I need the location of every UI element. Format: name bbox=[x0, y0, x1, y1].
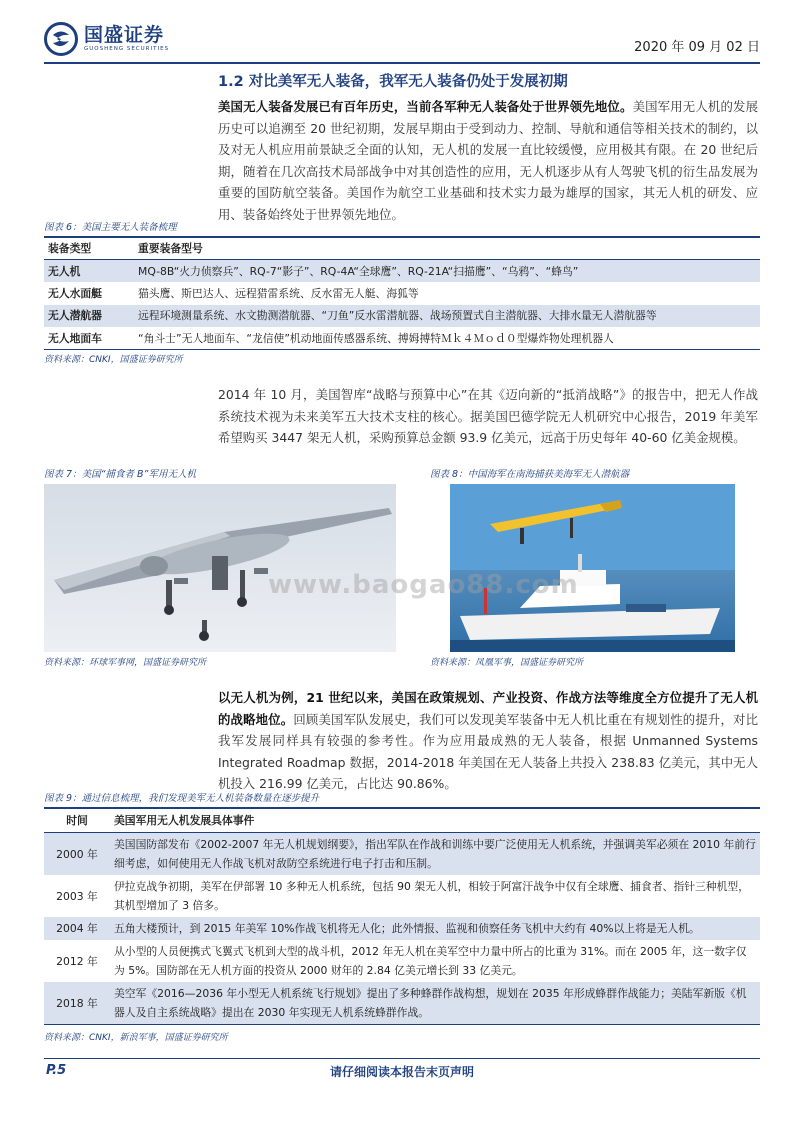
report-date: 2020 年 09 月 02 日 bbox=[634, 40, 760, 55]
table-cell-type: 无人潜航器 bbox=[48, 309, 102, 323]
table-cell-type: 无人地面车 bbox=[48, 331, 102, 345]
table-header-row bbox=[44, 808, 760, 833]
underwater-drone-ship-image bbox=[450, 484, 735, 652]
table-header-models: 重要装备型号 bbox=[138, 237, 760, 260]
table-cell-year: 2003 年 bbox=[56, 889, 98, 903]
table-cell-year: 2018 年 bbox=[56, 996, 98, 1010]
logo-text: 国盛证券 bbox=[84, 24, 165, 46]
us-drone-timeline-table bbox=[44, 807, 760, 1025]
table-cell-models: MQ-8B“火力侦察兵”、RQ-7“影子”、RQ-4A“全球鹰”、RQ-21A“扫描鹰”、“乌鸦”、“蜂鸟” bbox=[138, 264, 579, 278]
table-header-year: 时间 bbox=[44, 808, 110, 833]
logo-subtext: GUOSHENG SECURITIES bbox=[84, 46, 170, 52]
table-row bbox=[44, 833, 760, 876]
figure-7-caption: 图表 7：美国“捕食者 B”军用无人机 bbox=[44, 469, 196, 480]
ship-illustration bbox=[450, 484, 735, 652]
page-footer bbox=[44, 1058, 760, 1078]
table-row bbox=[44, 260, 760, 283]
table-row bbox=[44, 282, 760, 305]
table-cell-models: 远程环境测量系统、水文勘测潜航器、“刀鱼”反水雷潜航器、战场预置式自主潜航器、大排水量无人潜航器等 bbox=[138, 309, 657, 323]
figure-8-caption: 图表 8：中国海军在南海捕获美海军无人潜航器 bbox=[430, 469, 630, 480]
table-cell-event: 美空军《2016—2036 年小型无人机系统飞行规划》提出了多种蜂群作战构想，规划在 2035 年形成蜂群作战能力；美陆军新版《机器人及自主系统战略》提出在 2030 年实现无人机系统蜂群作战。 bbox=[114, 987, 747, 1019]
table-cell-type: 无人机 bbox=[48, 264, 81, 278]
table-row bbox=[44, 940, 760, 982]
guosheng-logo-icon bbox=[44, 22, 78, 56]
paragraph-offset-strategy bbox=[218, 384, 758, 449]
figure-6-source: 资料来源：CNKI，国盛证券研究所 bbox=[44, 355, 183, 365]
paragraph-drone-strategy bbox=[218, 687, 758, 795]
paragraph-body: 2014 年 10 月，美国智库“战略与预算中心”在其《迈向新的“抵消战略”》的报告中，把无人作战系统技术视为未来美军五大技术支柱的核心。据美国巴德学院无人机研究中心报告，2019 年美军希望购买 3447 架无人机，采购预算总金额 93.9 亿美元，远高于历史每年 40-60 亿美金规模。 bbox=[218, 387, 758, 445]
table-cell-event: 五角大楼预计，到 2015 年美军 10%作战飞机将无人化；此外情报、监视和侦察任务飞机中大约有 40%以上将是无人机。 bbox=[114, 922, 700, 935]
table-header-type: 装备类型 bbox=[44, 237, 138, 260]
table-cell-year: 2000 年 bbox=[56, 847, 98, 861]
table-cell-models: “角斗士”无人地面车、“龙信使”机动地面传感器系统、搏姆搏特Ｍｋ４Ｍｏｄ０型爆炸物处理机器人 bbox=[138, 331, 614, 345]
us-equipment-table bbox=[44, 236, 760, 350]
paragraph-body: 美国军用无人机的发展历史可以追溯至 20 世纪初期，发展早期由于受到动力、控制、导航和通信等相关技术的制约，以及对无人机应用前景缺乏全面的认知，无人机的发展一直比较缓慢，应用极其有限。在 20 世纪后期，随着在几次高技术局部战争中对其创造性的应用，无人机逐步从有人驾驶飞机的衍生品发展为重要的国防航空装备。美国作为航空工业基础和技术实力最为雄厚的国家，其无人机的研发、应用、装备始终处于世界领先地位。 bbox=[218, 99, 759, 222]
figure-7-source: 资料来源：环球军事网，国盛证券研究所 bbox=[44, 658, 207, 668]
table-row bbox=[44, 917, 760, 940]
table-cell-year: 2004 年 bbox=[56, 922, 98, 935]
paragraph-lead: 以无人机为例，21 世纪以来，美国在政策规划、产业投资、作战方法等维度全方位提升了无人机的战略地位。 bbox=[218, 690, 758, 727]
paragraph-us-history bbox=[218, 96, 758, 225]
watermark: www.baogao88.com bbox=[268, 570, 579, 600]
drone-illustration bbox=[44, 484, 396, 652]
table-cell-models: 猫头鹰、斯巴达人、远程猎雷系统、反水雷无人艇、海狐等 bbox=[138, 286, 419, 300]
table-cell-event: 从小型的人员便携式飞翼式飞机到大型的战斗机，2012 年无人机在美军空中力量中所占的比重为 31%。而在 2005 年，这一数字仅为 5%。国防部在无人机方面的投资从 2000 财年的 2.84 亿美元增长到 33 亿美元。 bbox=[114, 945, 747, 977]
paragraph-body: 回顾美国军队发展史，我们可以发现美军装备中无人机比重在有规划性的提升，对比我军发展同样具有较强的参考性。作为应用最成熟的无人装备，根据 Unmanned Systems Integrated Roadmap 数据，2014-2018 年美国在无人装备上共投入 238.83 亿美元，其中无人机投入 216.99 亿美元，占比达 90.86%。 bbox=[218, 711, 759, 791]
table-row bbox=[44, 875, 760, 917]
table-row bbox=[44, 982, 760, 1025]
company-logo bbox=[44, 22, 169, 56]
table-row bbox=[44, 327, 760, 350]
page-header bbox=[44, 22, 760, 64]
table-cell-event: 美国国防部发布《2002-2007 年无人机规划纲要》，指出军队在作战和训练中要广泛使用无人机系统，并强调美军必须在 2010 年前行细考虑，如何使用无人作战飞机对敌防空系统进行电子打击和压制。 bbox=[114, 838, 756, 870]
table-header-event: 美国军用无人机发展具体事件 bbox=[110, 808, 760, 833]
table-header-row bbox=[44, 237, 760, 260]
figure-6-caption: 图表 6：美国主要无人装备梳理 bbox=[44, 222, 177, 233]
table-cell-type: 无人水面艇 bbox=[48, 286, 102, 300]
table-row bbox=[44, 305, 760, 328]
figure-8-source: 资料来源：凤凰军事，国盛证券研究所 bbox=[430, 658, 584, 668]
section-title: 1.2 对比美军无人装备，我军无人装备仍处于发展初期 bbox=[218, 74, 568, 90]
predator-b-drone-image bbox=[44, 484, 396, 652]
table-cell-year: 2012 年 bbox=[56, 954, 98, 968]
paragraph-lead: 美国无人装备发展已有百年历史，当前各军种无人装备处于世界领先地位。 bbox=[218, 99, 633, 114]
page-number: P.5 bbox=[46, 1063, 67, 1078]
disclaimer-text: 请仔细阅读本报告末页声明 bbox=[329, 1065, 474, 1079]
table-cell-event: 伊拉克战争初期，美军在伊部署 10 多种无人机系统，包括 90 架无人机，相较于阿富汗战争中仅有全球鹰、捕食者、指针三种机型，其机型增加了 3 倍多。 bbox=[114, 880, 750, 912]
figure-9-caption: 图表 9：通过信息梳理，我们发现美军无人机装备数量在逐步提升 bbox=[44, 793, 320, 804]
figure-9-source: 资料来源：CNKI，新浪军事，国盛证券研究所 bbox=[44, 1033, 228, 1043]
